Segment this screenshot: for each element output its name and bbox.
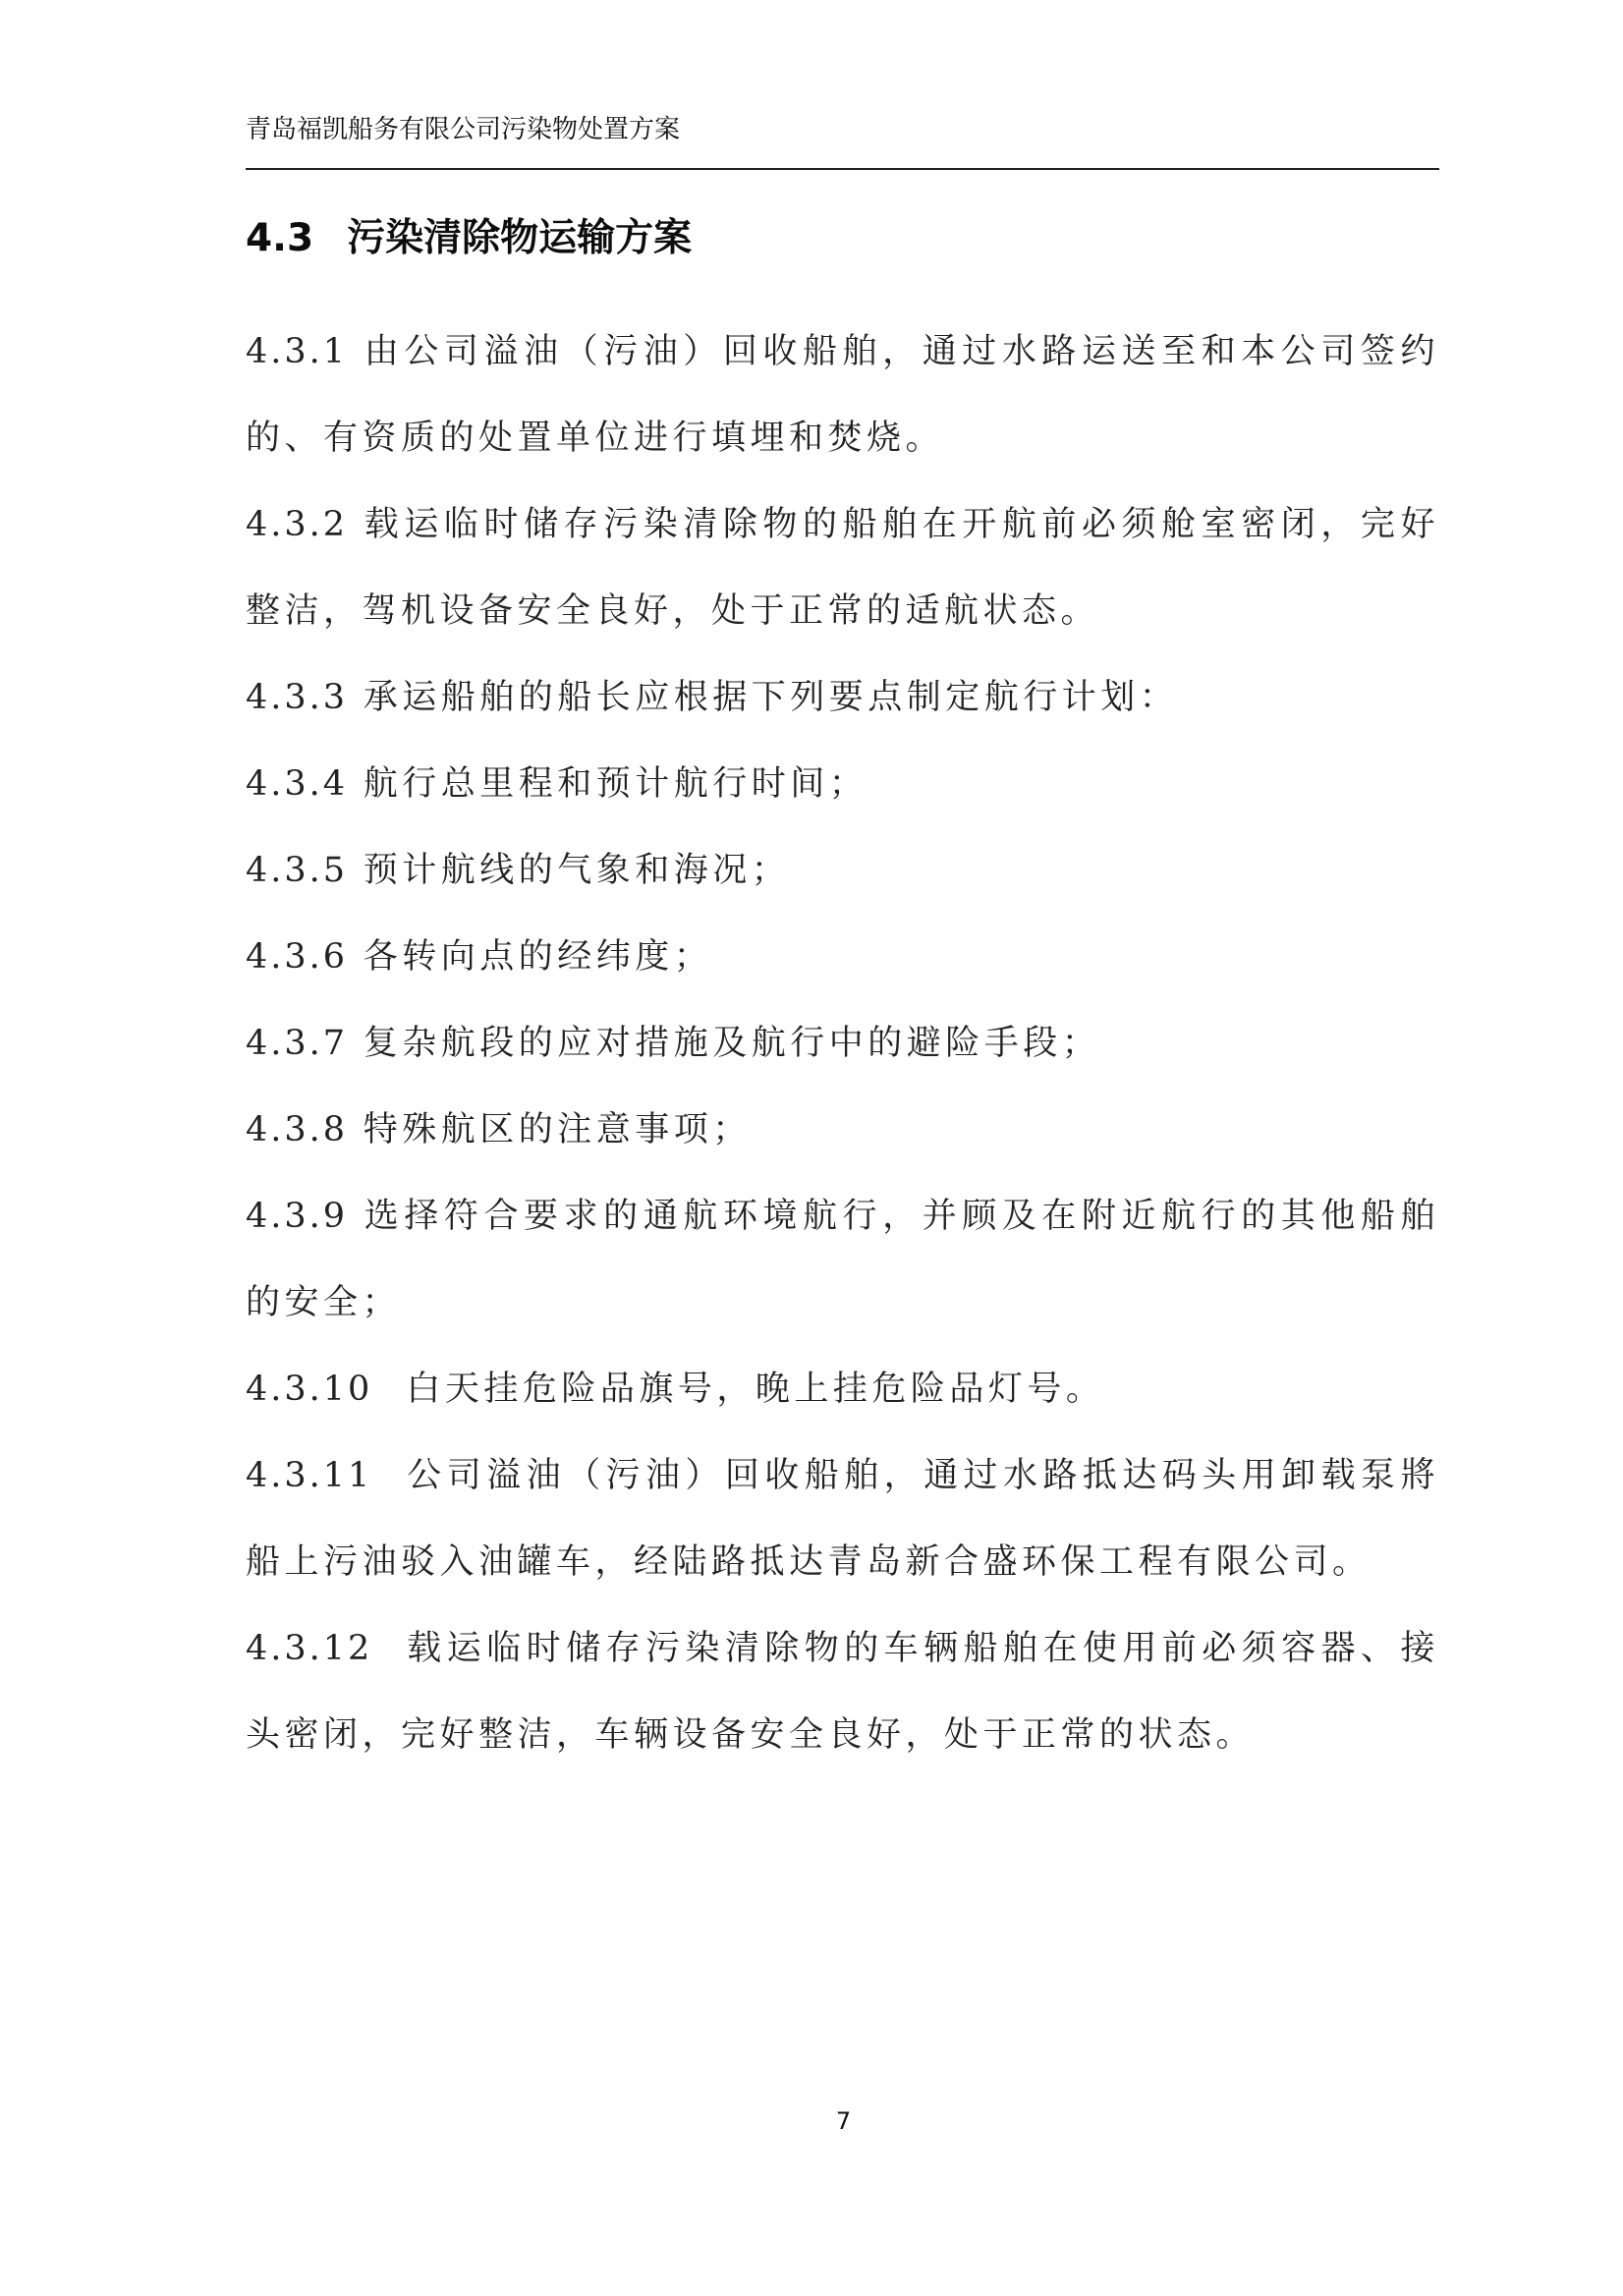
paragraph-text: 由公司溢油（污油）回收船舶，通过水路运送至和本公司签约的、有资质的处置单位进行填埋和焚烧。 (246, 332, 1439, 458)
document-header: 青岛福凯船务有限公司污染物处置方案 (246, 115, 681, 144)
paragraph-text: 载运临时储存污染清除物的船舶在开航前必须舱室密闭，完好整洁，驾机设备安全良好，处于正常的适航状态。 (246, 505, 1439, 631)
paragraph-number: 4.3.4 (246, 764, 349, 804)
paragraph-text: 特殊航区的注意事项； (363, 1110, 752, 1149)
page-number: 7 (835, 2107, 852, 2135)
paragraph-text: 预计航线的气象和海况； (363, 851, 791, 890)
paragraph-text: 承运船舶的船长应根据下列要点制定航行计划： (363, 678, 1179, 717)
paragraph-4-3-8 (246, 1087, 1439, 1173)
section-title-text: 污染清除物运输方案 (347, 216, 693, 260)
paragraph-number: 4.3.6 (246, 937, 349, 977)
paragraph-4-3-4 (246, 741, 1439, 827)
paragraph-4-3-5 (246, 827, 1439, 914)
paragraph-number: 4.3.9 (246, 1197, 349, 1236)
paragraph-number: 4.3.11 (246, 1456, 373, 1495)
paragraph-number: 4.3.7 (246, 1024, 349, 1063)
paragraph-4-3-11 (246, 1432, 1439, 1605)
paragraph-text: 复杂航段的应对措施及航行中的避险手段； (363, 1024, 1101, 1063)
paragraph-4-3-3 (246, 654, 1439, 741)
paragraph-number: 4.3.2 (246, 505, 349, 544)
paragraph-4-3-1 (246, 308, 1439, 481)
paragraph-number: 4.3.8 (246, 1110, 349, 1149)
section-number: 4.3 (246, 216, 314, 260)
paragraph-4-3-12 (246, 1605, 1439, 1778)
header-divider (246, 168, 1439, 170)
paragraph-number: 4.3.10 (246, 1370, 373, 1409)
paragraph-number: 4.3.12 (246, 1629, 373, 1668)
paragraph-4-3-2 (246, 481, 1439, 654)
paragraph-text: 载运临时储存污染清除物的车辆船舶在使用前必须容器、接头密闭，完好整洁，车辆设备安全良好，处于正常的状态。 (246, 1629, 1439, 1755)
paragraph-number: 4.3.5 (246, 851, 349, 890)
paragraph-text: 航行总里程和预计航行时间； (363, 764, 868, 804)
document-body (246, 308, 1439, 1778)
paragraph-text: 公司溢油（污油）回收船舶，通过水路抵达码头用卸载泵將船上污油驳入油罐车，经陆路抵达青岛新合盛环保工程有限公司。 (246, 1456, 1439, 1582)
paragraph-4-3-10 (246, 1346, 1439, 1432)
paragraph-text: 各转向点的经纬度； (363, 937, 713, 977)
paragraph-4-3-9 (246, 1173, 1439, 1346)
section-title (246, 209, 1439, 268)
paragraph-number: 4.3.3 (246, 678, 349, 717)
paragraph-number: 4.3.1 (246, 332, 349, 371)
paragraph-text: 白天挂危险品旗号，晚上挂危险品灯号。 (406, 1370, 1105, 1409)
paragraph-4-3-6 (246, 914, 1439, 1000)
paragraph-4-3-7 (246, 1000, 1439, 1087)
paragraph-text: 选择符合要求的通航环境航行，并顾及在附近航行的其他船舶的安全； (246, 1197, 1439, 1322)
